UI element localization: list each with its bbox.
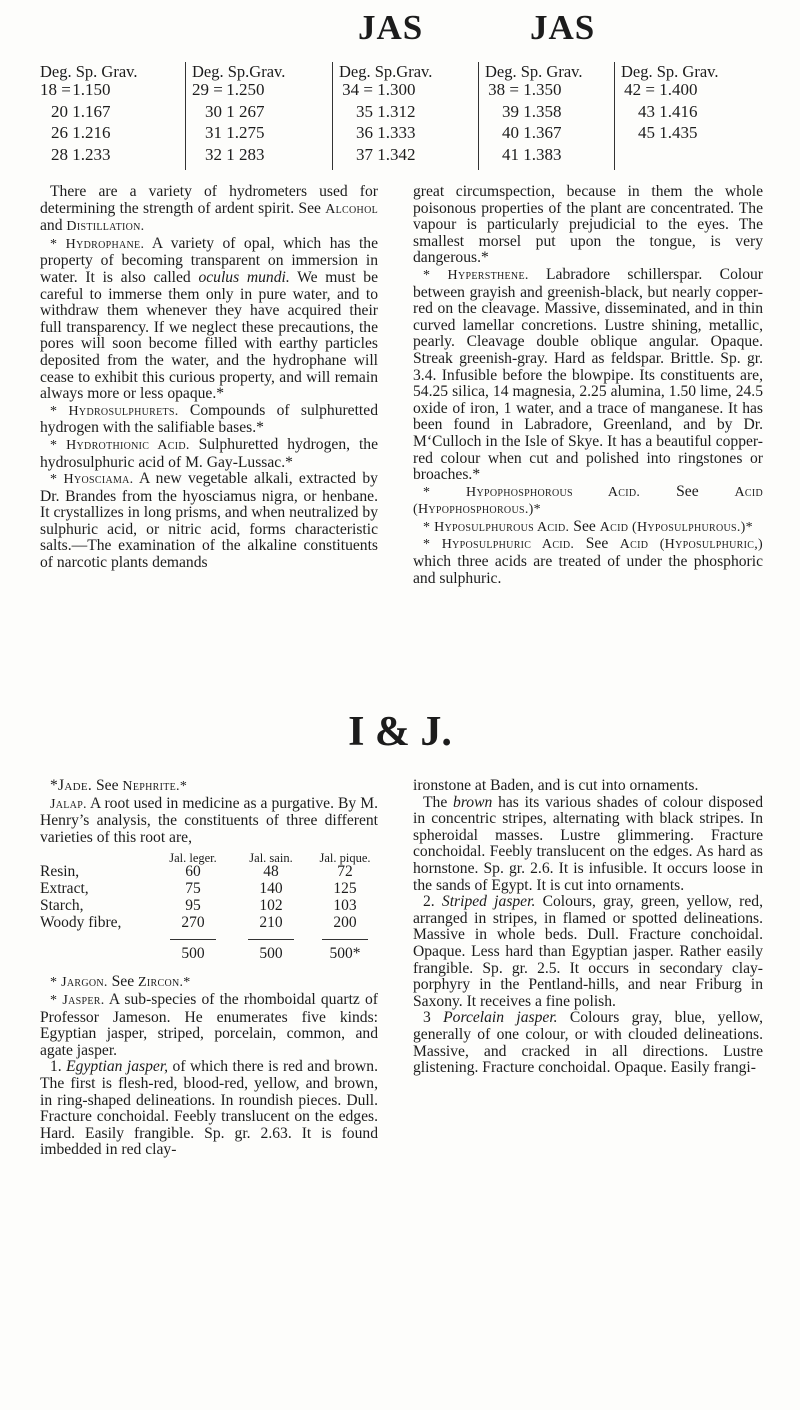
entry-jalap bbox=[40, 796, 378, 847]
gravity-row bbox=[192, 80, 265, 100]
specific-gravity: 1.358 bbox=[523, 102, 562, 121]
entry-heading: * Hydrosulphurets. bbox=[50, 403, 179, 419]
degree: 32 bbox=[205, 145, 222, 164]
table-cell: 125 bbox=[333, 880, 357, 898]
gravity-row bbox=[40, 80, 111, 100]
table-cell: 102 bbox=[259, 897, 283, 915]
entry-heading: *Jade. bbox=[50, 777, 93, 794]
text: See bbox=[111, 973, 135, 991]
row-label: Woody fibre, bbox=[40, 914, 122, 932]
text: which three acids are treated of under the phosphoric and sulphuric. bbox=[413, 553, 763, 587]
entry-heading: * Hydrophane. bbox=[50, 236, 145, 252]
entry-heading: * Hypophosphorous Acid. bbox=[423, 484, 641, 500]
specific-gravity: 1.216 bbox=[72, 123, 111, 142]
specific-gravity: 1.300 bbox=[377, 80, 416, 99]
column-header: Jal. sain. bbox=[249, 851, 293, 866]
gravity-column-head: Deg. Sp.Grav. bbox=[192, 62, 286, 81]
text: of which there is red and brown. The first is flesh-red, blood-red, yellow, and brown, in ring-shaped delineations. In roundish pieces. Dull. Fracture conchoidal. Feebly translucent on the edges. Hard. Easily frangible. Sp. gr. 2.63. It is found imbedded in red clay- bbox=[40, 1058, 378, 1159]
section-heading: I & J. bbox=[348, 709, 452, 755]
running-head-right: JAS bbox=[530, 8, 596, 47]
specific-gravity: 1.167 bbox=[72, 102, 111, 121]
text: The bbox=[423, 793, 448, 811]
entry-hydrosulphurets bbox=[40, 403, 378, 437]
specific-gravity: 1.250 bbox=[226, 80, 265, 99]
sum-rule bbox=[322, 939, 368, 940]
paragraph-brown-jasper bbox=[413, 795, 763, 895]
table-cell: 270 bbox=[181, 914, 205, 932]
gravity-column bbox=[40, 62, 182, 170]
degree: 36 bbox=[356, 123, 373, 142]
row-label: Resin, bbox=[40, 863, 80, 881]
entry-egyptian-jasper bbox=[40, 1059, 378, 1159]
specific-gravity: 1.312 bbox=[377, 102, 416, 121]
gravity-column bbox=[332, 62, 473, 170]
entry-heading: * Hypersthene. bbox=[423, 267, 529, 283]
text: A sub-species of the rhomboidal quartz of Professor Jameson. He enumerates five kinds: Egyptian jasper, striped, porcelain, common, and agate jasper. bbox=[40, 990, 379, 1059]
table-cell: 210 bbox=[259, 914, 283, 932]
gravity-row bbox=[485, 80, 562, 100]
italic-term: brown bbox=[453, 793, 493, 811]
text: See bbox=[95, 777, 119, 794]
degree: 43 bbox=[638, 102, 655, 121]
item-number: 3 bbox=[423, 1009, 431, 1027]
entry-hypophosphorous-acid bbox=[413, 484, 763, 519]
degree: 41 bbox=[502, 145, 519, 164]
jalap-table bbox=[40, 850, 378, 970]
gravity-row bbox=[621, 123, 698, 143]
text: Sulphuretted hydrogen, the hydrosulphuric acid of M. Gay-Lussac.* bbox=[40, 435, 378, 471]
entry-heading: * Jasper. bbox=[50, 992, 105, 1008]
gravity-row bbox=[40, 145, 111, 165]
degree: 45 bbox=[638, 123, 655, 142]
text: Colours, gray, green, yellow, red, arranged in stripes, in flamed or spotted delineations. Massive in whole beds. Dull. Fracture conchoidal. Opaque. Less hard than Egyptian jasper. Rather easily frangible. Sp. gr. 2.5. It occurs in secondary clay-porphyry in the Pentland-hills, and near Friburg in Saxony. It receives a fine polish. bbox=[413, 893, 763, 1010]
degree: 34 = bbox=[342, 80, 373, 99]
entry-heading: Jalap. bbox=[50, 796, 87, 812]
text: A variety of opal, which has the property of becoming transparent on immersion in water. It is also called bbox=[40, 234, 378, 286]
cross-reference: Zircon.* bbox=[138, 975, 191, 991]
table-cell: 140 bbox=[259, 880, 283, 898]
gravity-row bbox=[485, 102, 562, 122]
paragraph-continued: ironstone at Baden, and is cut into ornaments. bbox=[413, 777, 699, 794]
entry-hyosciama bbox=[40, 471, 378, 572]
degree: 20 bbox=[51, 102, 68, 121]
entry-heading: * Hyposulphuric Acid. bbox=[423, 537, 575, 553]
entry-heading: * Jargon. bbox=[50, 975, 108, 991]
italic-term: oculus mundi. bbox=[198, 268, 290, 286]
entry-hydrophane bbox=[40, 236, 378, 403]
item-number: 2. bbox=[423, 893, 435, 911]
sum-rule bbox=[248, 939, 294, 940]
degree: 28 bbox=[51, 145, 68, 164]
text: Compounds of sulphuretted hydrogen with the salifiable bases.* bbox=[40, 401, 378, 437]
specific-gravity: 1.367 bbox=[523, 123, 562, 142]
entry-hydrothionic-acid bbox=[40, 437, 378, 471]
text: and bbox=[40, 217, 63, 235]
specific-gravity: 1.383 bbox=[523, 145, 562, 164]
italic-term: Porcelain jasper. bbox=[443, 1009, 558, 1027]
entry-porcelain-jasper bbox=[413, 1010, 763, 1076]
entry-striped-jasper bbox=[413, 894, 763, 1010]
degree: 18 = bbox=[40, 80, 71, 99]
paragraph-continued: great circumspection, because in them the whole poisonous properties of the plant are concentrated. The vapour is particularly prejudicial to the eyes. The smallest morsel put upon the tongue, is very dangerous.* bbox=[413, 183, 763, 267]
specific-gravity: 1.435 bbox=[659, 123, 698, 142]
text: We must be careful to immerse them only in pure water, and to withdraw them whenever they have acquired their full transparency. If we neglect these precautions, the pores will soon become filled with earthy particles deposited from the water, and the hydrophane will cease to exhibit this curious property, and will remain always more or less opaque.* bbox=[40, 268, 378, 403]
entry-hyposulphuric-acid bbox=[413, 536, 763, 587]
gravity-row bbox=[485, 123, 562, 143]
gravity-row bbox=[339, 145, 416, 165]
gravity-row bbox=[192, 102, 265, 122]
gravity-column bbox=[478, 62, 609, 170]
text: Colours gray, blue, yellow, generally of one colour, or with clouded delineations. Massive, and cracked in all directions. Lustre glistening. Fracture conchoidal. Opaque. Easily frangi- bbox=[413, 1009, 763, 1077]
table-total: 500 bbox=[181, 945, 205, 963]
cross-reference: Acid (Hyposulphuric,) bbox=[619, 537, 764, 553]
table-cell: 72 bbox=[337, 863, 353, 881]
gravity-column-head: Deg. Sp. Grav. bbox=[485, 62, 583, 81]
specific-gravity: 1.350 bbox=[523, 80, 562, 99]
column-header: Jal. leger. bbox=[169, 851, 217, 866]
degree: 29 = bbox=[192, 80, 223, 99]
degree: 39 bbox=[502, 102, 519, 121]
entry-heading: * Hyposulphurous Acid. bbox=[423, 519, 570, 535]
cross-reference: Alcohol bbox=[325, 201, 378, 217]
lower-left-column bbox=[40, 778, 378, 1159]
text: There are a variety of hydrometers used for determining the strength of ardent spirit. See bbox=[40, 183, 378, 217]
text: A new vegetable alkali, extracted by Dr. Brandes from the hyosciamus nigra, or henbane. It crystallizes in long prisms, and when neutralized by sulphuric acid, or nitric acid, forms characteristic salts.—The examination of the alkaline constituents of narcotic plants demands bbox=[40, 470, 378, 572]
column-header: Jal. pique. bbox=[319, 851, 371, 866]
degree: 35 bbox=[356, 102, 373, 121]
degree: 40 bbox=[502, 123, 519, 142]
lower-right-column bbox=[413, 778, 763, 1077]
gravity-row bbox=[192, 123, 265, 143]
running-head-left: JAS bbox=[358, 8, 424, 47]
degree: 30 bbox=[205, 102, 222, 121]
specific-gravity: 1.342 bbox=[377, 145, 416, 164]
gravity-column-head: Deg. Sp. Grav. bbox=[40, 62, 138, 81]
entry-hypersthene bbox=[413, 267, 763, 484]
gravity-column bbox=[614, 62, 755, 170]
cross-reference: Distillation. bbox=[66, 219, 145, 235]
gravity-row bbox=[621, 102, 698, 122]
cross-reference: Acid (Hypophosphorous.)* bbox=[413, 484, 764, 518]
specific-gravity: 1.416 bbox=[659, 102, 698, 121]
gravity-table bbox=[40, 62, 780, 170]
specific-gravity: 1.333 bbox=[377, 123, 416, 142]
text: See bbox=[676, 482, 699, 500]
gravity-row bbox=[339, 102, 416, 122]
table-cell: 75 bbox=[185, 880, 201, 898]
gravity-row bbox=[339, 80, 416, 100]
gravity-row bbox=[40, 102, 111, 122]
italic-term: Striped jasper. bbox=[441, 893, 536, 911]
specific-gravity: 1 283 bbox=[226, 145, 265, 164]
table-cell: 48 bbox=[263, 863, 279, 881]
entry-jasper bbox=[40, 992, 378, 1059]
specific-gravity: 1.233 bbox=[72, 145, 111, 164]
cross-reference: Nephrite.* bbox=[122, 779, 188, 794]
specific-gravity: 1 267 bbox=[226, 102, 265, 121]
degree: 42 = bbox=[624, 80, 655, 99]
gravity-column bbox=[185, 62, 332, 170]
entry-jargon bbox=[40, 974, 378, 992]
text: has its various shades of colour disposed in concentric stripes, alternating with black stripes. In spheroidal masses. Lustre glimmering. Fracture conchoidal. Feebly translucent on the edges. As hard as hornstone. Sp. gr. 2.6. It is infusible. It occurs loose in the sands of Egypt. It is cut into ornaments. bbox=[413, 793, 764, 894]
entry-heading: * Hydrothionic Acid. bbox=[50, 437, 190, 453]
entry-jade bbox=[40, 778, 378, 796]
table-cell: 60 bbox=[185, 863, 201, 881]
degree: 37 bbox=[356, 145, 373, 164]
item-number: 1. bbox=[50, 1058, 62, 1076]
gravity-row bbox=[621, 80, 698, 100]
table-cell: 95 bbox=[185, 897, 201, 915]
paragraph-hydrometers bbox=[40, 184, 378, 236]
gravity-row bbox=[40, 123, 111, 143]
entry-heading: * Hyosciama. bbox=[50, 472, 134, 488]
row-label: Extract, bbox=[40, 880, 89, 898]
text: A root used in medicine as a purgative. By M. Henry’s analysis, the constituents of three different varieties of this root are, bbox=[40, 794, 378, 846]
gravity-column-head: Deg. Sp. Grav. bbox=[621, 62, 719, 81]
specific-gravity: 1.275 bbox=[226, 123, 265, 142]
gravity-column-head: Deg. Sp.Grav. bbox=[339, 62, 433, 81]
gravity-row bbox=[339, 123, 416, 143]
entry-hyposulphurous-acid bbox=[413, 519, 763, 537]
row-label: Starch, bbox=[40, 897, 84, 915]
table-cell: 200 bbox=[333, 914, 357, 932]
table-cell: 103 bbox=[333, 897, 357, 915]
degree: 31 bbox=[205, 123, 222, 142]
degree: 26 bbox=[51, 123, 68, 142]
upper-right-column bbox=[413, 184, 763, 587]
upper-left-column bbox=[40, 184, 378, 572]
sum-rule bbox=[170, 939, 216, 940]
degree: 38 = bbox=[488, 80, 519, 99]
gravity-row bbox=[192, 145, 265, 165]
specific-gravity: 1.400 bbox=[659, 80, 698, 99]
table-total: 500 bbox=[259, 945, 283, 963]
table-total: 500* bbox=[329, 945, 361, 963]
specific-gravity: 1.150 bbox=[72, 80, 111, 99]
italic-term: Egyptian jasper, bbox=[66, 1058, 169, 1076]
text: See bbox=[573, 517, 596, 535]
text: See bbox=[585, 535, 609, 553]
cross-reference: Acid (Hyposulphurous.)* bbox=[599, 519, 753, 535]
text: Labradore schillerspar. Colour between grayish and greenish-black, but nearly copper-red on the cleavage. Massive, disseminated, and in thin curved lamellar concretions. Lustre shining, metallic, pearly. Cleavage double oblique angular. Opaque. Streak greenish-gray. Hard as feldspar. Brittle. Sp. gr. 3.4. Infusible before the blowpipe. Its constituents are, 54.25 silica, 14 magnesia, 2.25 alumina, 1.50 lime, 24.5 oxide of iron, 1 water, and a trace of manganese. It has been found in Labradore, Greenland, and by Dr. M‘Culloch in the Isle of Skye. It has a beautiful copper-red colour when cut and polished into ringstones or broaches.* bbox=[413, 265, 763, 484]
gravity-row bbox=[485, 145, 562, 165]
